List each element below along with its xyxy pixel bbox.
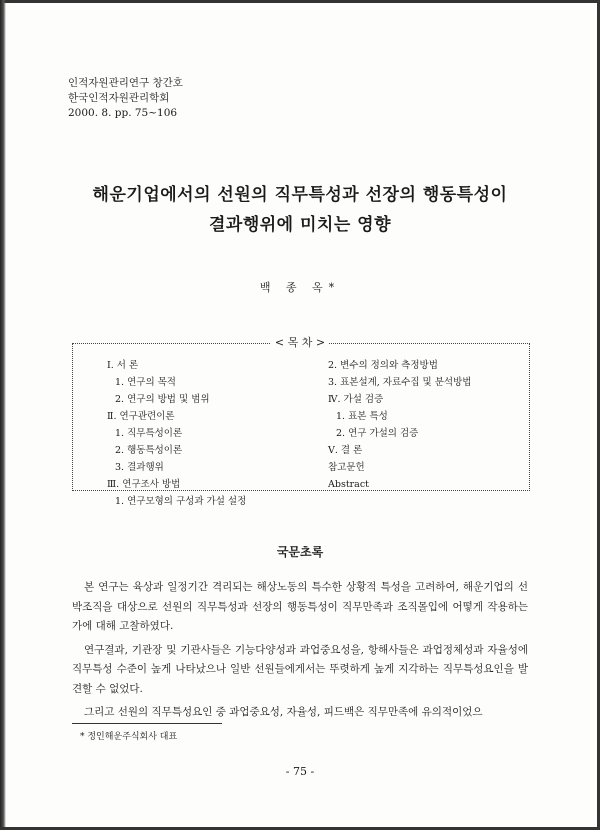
journal-issue: 2000. 8. pp. 75~106 bbox=[68, 107, 178, 119]
journal-society: 한국인적자원관리학회 bbox=[68, 92, 170, 104]
paper-title bbox=[0, 180, 600, 240]
toc-item: 1. 연구의 목적 bbox=[115, 377, 176, 388]
toc-item: Ⅰ. 서 론 bbox=[107, 360, 139, 371]
page-number: - 75 - bbox=[285, 765, 315, 778]
toc-heading: < 목 차 > bbox=[0, 334, 600, 350]
toc-right-column bbox=[328, 357, 471, 493]
journal-info bbox=[68, 76, 183, 121]
toc-item: 1. 표본 특성 bbox=[336, 411, 388, 422]
abstract-heading: 국문초록 bbox=[276, 545, 324, 559]
toc-item: 2. 행동특성이론 bbox=[115, 445, 183, 456]
toc-item: 1. 연구모형의 구성과 가설 설정 bbox=[115, 496, 247, 507]
toc-item: 2. 연구 가설의 검증 bbox=[336, 428, 419, 439]
journal-name: 인적자원관리연구 창간호 bbox=[68, 77, 183, 89]
abstract-paragraph-2: 연구결과, 기관장 및 기관사들은 기능다양성과 과업중요성을, 항해사들은 과업정체성과 자율성에 직무특성 수준이 높게 나타났으나 일반 선원들에게서는 뚜렷하게 높게 지각하는 직무특성요인을 발견할 수 없었다. bbox=[72, 643, 528, 695]
toc-item: Ⅱ. 연구관련이론 bbox=[107, 411, 175, 422]
toc-item: 2. 연구의 방법 및 범위 bbox=[115, 394, 210, 405]
toc-item: 참고문헌 bbox=[328, 462, 365, 473]
scan-border-top bbox=[0, 0, 600, 3]
toc-item: 3. 결과행위 bbox=[115, 462, 164, 473]
toc-left-column bbox=[107, 357, 246, 510]
footnote-rule bbox=[72, 723, 222, 724]
abstract-body bbox=[72, 578, 528, 727]
toc-item: Ⅴ. 결 론 bbox=[328, 445, 363, 456]
abstract-paragraph-3: 그리고 선원의 직무특성요인 중 과업중요성, 자율성, 피드백은 직무만족에 유의적이었으 bbox=[84, 706, 483, 718]
toc-item: 1. 직무특성이론 bbox=[115, 428, 183, 439]
title-line-2: 결과행위에 미치는 영향 bbox=[208, 215, 392, 235]
scan-border-left bbox=[0, 0, 6, 830]
toc-item: Abstract bbox=[328, 479, 369, 490]
title-line-1: 해운기업에서의 선원의 직무특성과 선장의 행동특성이 bbox=[92, 185, 508, 205]
footnote: * 정인해운주식회사 대표 bbox=[80, 732, 178, 742]
toc-item: Ⅳ. 가설 검증 bbox=[328, 394, 384, 405]
toc-item: 2. 변수의 정의와 측정방법 bbox=[328, 360, 438, 371]
toc-item: 3. 표본설계, 자료수집 및 분석방법 bbox=[328, 377, 472, 388]
author-name: 백 종 옥* bbox=[259, 281, 341, 294]
toc-item: Ⅲ. 연구조사 방법 bbox=[107, 479, 181, 490]
abstract-paragraph-1: 본 연구는 육상과 일정기간 격리되는 해상노동의 특수한 상황적 특성을 고려하여, 해운기업의 선박조직을 대상으로 선원의 직무특성과 선장의 행동특성이 직무만족과 조직몰입에 어떻게 작용하는가에 대해 고찰하였다. bbox=[72, 581, 528, 632]
